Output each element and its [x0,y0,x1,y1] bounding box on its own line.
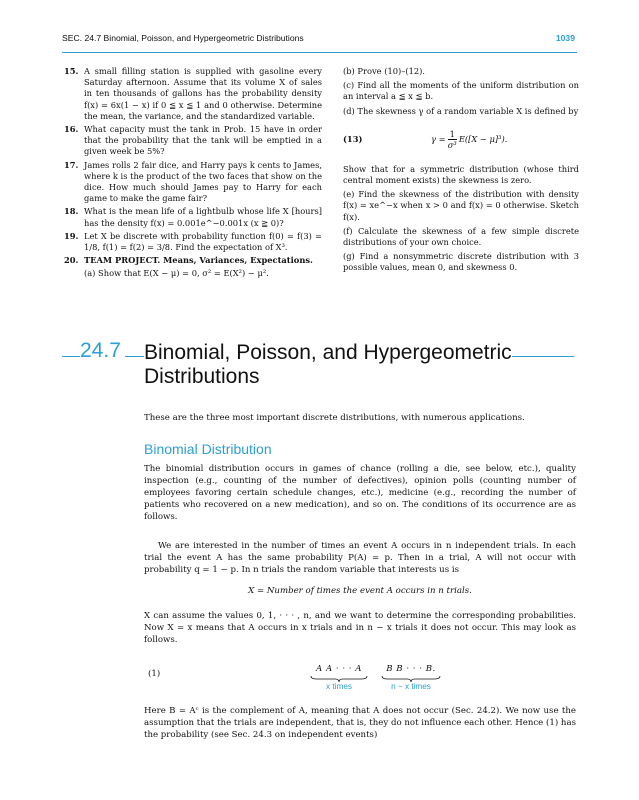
problem-text: What is the mean life of a lightbulb whose life X [hours] has the density f(x) = 0.001e^−0.001x (x ≧ 0)? [84,206,322,228]
part-c: (c) Find all the moments of the uniform distribution on an interval a ≦ x ≦ b. [343,80,579,102]
equation-fraction [448,129,457,150]
problem-19 [64,231,322,253]
problem-number: 17. [64,159,79,170]
random-variable-definition: X = Number of times the event A occurs in n trials. [248,586,472,596]
part-f: (f) Calculate the skewness of a few simple discrete distributions of your own choice. [343,225,579,248]
header-rule [62,52,577,53]
paragraph-2: We are interested in the number of times an event A occurs in n independent trials. In each trial the event A has the same probability P(A) = p. Then in a trial, A will not occur with probability q = 1 − p. In n trials the random variable that interests us is [144,541,576,575]
paragraph-3: X can assume the values 0, 1, · · · , n, and we want to determine the corresponding probabilities. Now X = x means that A occurs in x trials and in n − x trials it does not occur. This may look as follows. [144,611,576,645]
problem-17 [64,160,322,205]
subsection-heading: Binomial Distribution [144,441,272,457]
equation-label: (13) [343,133,363,144]
brace-under-a: x times [326,682,352,691]
problem-number: 15. [64,66,79,76]
part-d: (d) The skewness γ of a random variable X is defined by [343,105,579,116]
brace-top-b: B B · · · B. [386,664,436,674]
brace-top-a: A A · · · A [316,664,362,674]
section-title-text: Binomial, Poisson, and Hypergeometric Distributions [144,341,512,388]
problem-number: 18. [64,206,79,217]
problem-number: 19. [64,230,79,241]
part-d-tail: Show that for a symmetric distribution (whose third central moment exists) the skewness is zero. [343,163,579,186]
problem-column-right [343,66,579,277]
problem-20 [64,255,322,266]
problem-text: Let X be discrete with probability function f(0) = f(3) = 1/8, f(1) = f(2) = 3/8. Find the expectation of X³. [84,230,322,253]
brace-group-b [381,664,441,691]
problem-20-part-a: (a) Show that E(X − μ) = 0, σ² = E(X²) − μ². [84,268,269,279]
underbrace-a [310,675,368,682]
section-number: 24.7 [80,339,125,363]
part-g: (g) Find a nonsymmetric discrete distribution with 3 possible values, mean 0, and skewness 0. [343,251,579,273]
problem-text: What capacity must the tank in Prob. 15 have in order that the probability that the tank will be emptied in a given week be 5%? [84,124,322,157]
paragraph-4: Here B = Aᶜ is the complement of A, meaning that A does not occur (Sec. 24.2). We now use the assumption that the trials are independent, that is, they do not influence each other. Hence (1) has the probability (see Sec. 24.3 on independent events) [144,706,576,740]
problem-number: 16. [64,124,79,135]
brace-under-b: n − x times [391,682,431,691]
fraction-denominator: σ³ [447,139,457,150]
problem-16 [64,124,322,158]
problem-column-left [64,66,322,283]
part-e: (e) Find the skewness of the distribution with density f(x) = xe^−x when x > 0 and f(x) = 0 otherwise. Sketch f(x). [343,189,579,222]
problem-18 [64,206,322,228]
problem-text: TEAM PROJECT. Means, Variances, Expectations. [84,255,313,266]
running-header [62,33,575,45]
section-title [144,341,574,389]
section-intro: These are the three most important discrete distributions, with numerous applications. [144,413,525,423]
brace-group-a [310,664,368,691]
problem-number: 20. [64,255,79,266]
equation-lhs: γ = [431,133,446,144]
part-b: (b) Prove (10)–(12). [343,66,426,76]
equation-1-label: (1) [148,669,161,679]
equation-rhs: E([X − μ]³). [458,133,508,144]
underbrace-b [381,675,441,682]
running-title: SEC. 24.7 Binomial, Poisson, and Hypergeometric Distributions [62,33,304,43]
page-number: 1039 [555,33,575,43]
equation-13 [343,129,579,150]
problem-text: James rolls 2 fair dice, and Harry pays k cents to James, where k is the product of the two faces that show on the dice. How much should James pay to Harry for each game to make the game fair? [84,159,322,204]
paragraph-1: The binomial distribution occurs in games of chance (rolling a die, see below, etc.), quality inspection (e.g., counting of the number of defectives), opinion polls (counting number of employees favoring certain schedule changes, etc.), medicine (e.g., recording the number of patients who recovered on a new medication), and so on. The conditions of its occurrence are as follows. [144,464,576,522]
problem-15 [64,66,322,122]
problem-text: A small filling station is supplied with gasoline every Saturday afternoon. Assume that its volume X of sales in ten thousands of gallons has the probability density f(x) = 6x(1 − x) if 0 ≦ x ≦ 1 and 0 otherwise. Determine the mean, the variance, and the standardized variable. [84,66,322,121]
fraction-numerator: 1 [449,128,455,139]
